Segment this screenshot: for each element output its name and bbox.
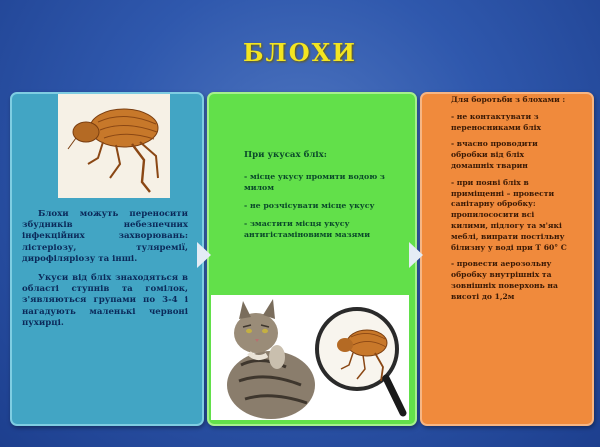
bites-item: - змастити місця укусу антигістаміновими мазями [244,219,370,239]
arrow-right-icon [409,242,423,268]
right-panel-text [451,95,569,309]
fleas-diseases-paragraph: Блохи можуть переносити збудників небезпечних інфекційних захворювань: лістеріозу, туляремії, дирофіляріозу та інші. [22,209,188,264]
control-item: - при появі бліх в приміщенні – провести санітарну обробку: пропилососити всі килими, підлогу та м'які меблі, випрати постільну білизну у воді при Т 60° С [451,177,567,252]
arrow-right-icon [197,242,211,268]
slide-title: БЛОХИ [243,38,357,67]
fleas-bites-paragraph: Укуси від бліх знаходяться в області ступнів та гомілок, з'являються групами по 3-4 і нагадують маленькі червоні пухирці. [22,273,188,328]
bites-heading: При укусах бліх: [244,150,327,160]
control-item: - провести аерозольну обробку внутрішніх та зовнішніх поверхонь на висоті до 1,2м [451,259,558,301]
middle-panel-text [244,150,404,247]
bites-item: - не розчісувати місце укусу [244,201,375,210]
bites-item: - місце укусу промити водою з милом [244,172,385,192]
left-panel-text [22,209,188,337]
flea-image [58,94,170,198]
control-item: - вчасно проводити обробки від бліх домашніх тварин [451,139,538,170]
cat-magnifier-image [211,295,409,420]
control-heading: Для боротьби з блохами : [451,95,566,104]
control-item: - не контактувати з переносниками бліх [451,111,542,132]
